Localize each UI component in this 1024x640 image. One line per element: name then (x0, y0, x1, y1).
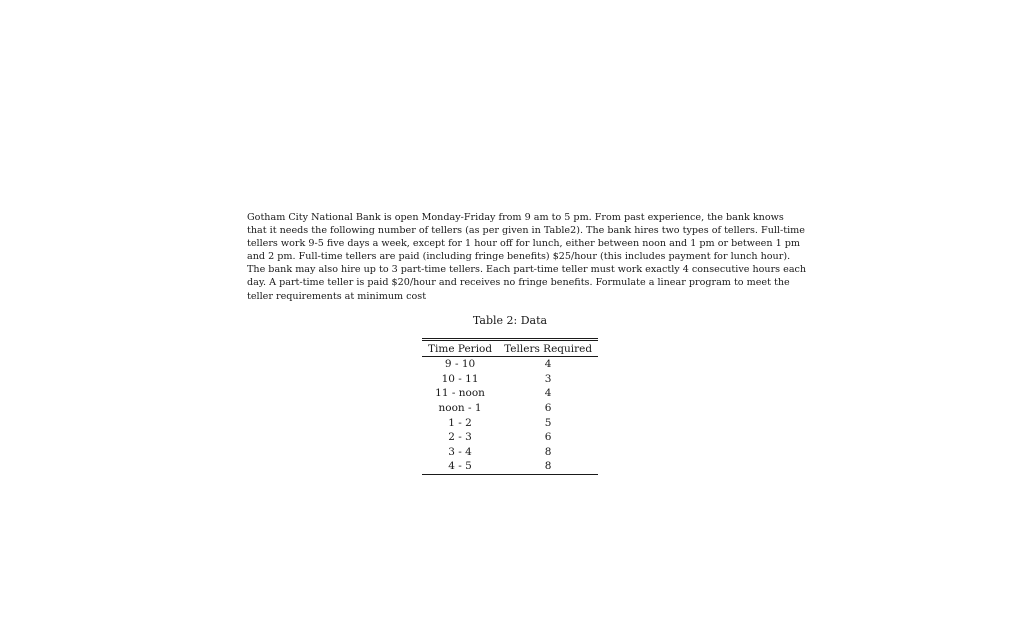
tellers-required-cell: 4 (544, 387, 552, 400)
table-row (422, 415, 598, 430)
tellers-required-cell: 4 (544, 358, 552, 371)
table-row (422, 459, 598, 474)
table-row (422, 386, 598, 401)
table-row (422, 430, 598, 445)
time-period-cell: noon - 1 (438, 402, 482, 415)
tellers-required-cell: 3 (544, 372, 552, 385)
tellers-required-cell: 8 (498, 459, 598, 474)
paragraph-line: Gotham City National Bank is open Monday-Friday from 9 am to 5 pm. From past experience, the bank knows (247, 212, 784, 223)
tellers-required-cell: 5 (544, 416, 552, 429)
table-header-row (422, 340, 598, 357)
time-period-cell: 10 - 11 (441, 372, 479, 385)
table-row (422, 372, 598, 387)
table-row (422, 401, 598, 416)
tellers-required-cell: 6 (544, 431, 552, 444)
paragraph-line: that it needs the following number of tellers (as per given in Table2). The bank hires two types of tellers. Full-time (247, 225, 805, 237)
time-period-cell: 1 - 2 (448, 416, 472, 429)
tellers-required-cell: 6 (544, 402, 552, 415)
table-caption: Table 2: Data (472, 314, 548, 327)
teller-requirements-table (422, 338, 598, 475)
column-header-tellers-required: Tellers Required (498, 340, 598, 357)
time-period-cell: 3 - 4 (448, 445, 472, 458)
tellers-required-cell: 8 (544, 445, 552, 458)
time-period-cell: 9 - 10 (444, 358, 476, 371)
time-period-cell: 4 - 5 (422, 459, 498, 474)
table-row (422, 357, 598, 372)
paragraph-line: day. A part-time teller is paid $20/hour and receives no fringe benefits. Formulate a linear program to meet the (247, 277, 790, 289)
paragraph-line: and 2 pm. Full-time tellers are paid (including fringe benefits) $25/hour (this includes payment for lunch hour). (247, 251, 791, 263)
problem-paragraph (247, 211, 807, 303)
time-period-cell: 2 - 3 (448, 431, 472, 444)
time-period-cell: 11 - noon (435, 387, 485, 400)
paragraph-line: The bank may also hire up to 3 part-time tellers. Each part-time teller must work exactly 4 consecutive hours each (247, 264, 807, 276)
table-row (422, 445, 598, 460)
column-header-time-period: Time Period (422, 340, 498, 357)
paragraph-line: teller requirements at minimum cost (247, 290, 427, 302)
paragraph-line: tellers work 9-5 five days a week, except for 1 hour off for lunch, either between noon and 1 pm or between 1 pm (247, 238, 800, 250)
